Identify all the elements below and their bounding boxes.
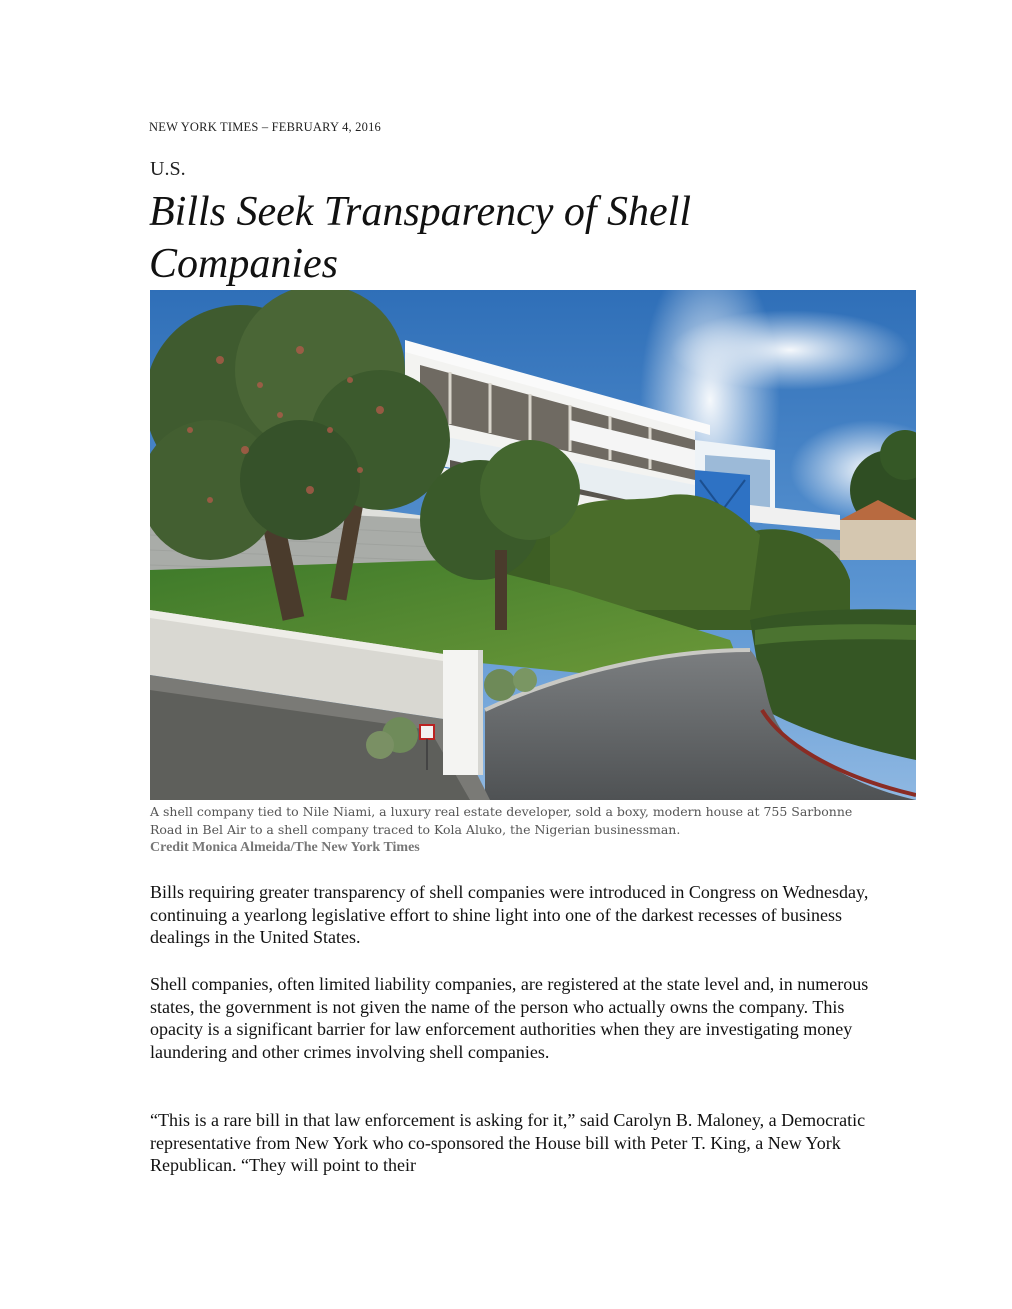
article-headline: Bills Seek Transparency of Shell Companies [149,189,692,287]
article-photo [150,290,916,800]
section-label: U.S. [150,158,186,180]
body-paragraph: Bills requiring greater transparency of shell companies were introduced in Congress on Wednesday, continuing a yearlong legislative effort to shine light into one of the darkest recesses of business dealings in the United States. [150,882,869,947]
body-paragraph: Shell companies, often limited liability companies, are registered at the state level and, in numerous states, the government is not given the name of the person who actually owns the company. This opacity is a significant barrier for law enforcement authorities when they are investigating money laundering and other crimes involving shell companies. [150,974,869,1062]
source-dateline: NEW YORK TIMES – FEBRUARY 4, 2016 [149,120,381,134]
photo-caption: A shell company tied to Nile Niami, a luxury real estate developer, sold a boxy, modern house at 755 Sarbonne Road in Bel Air to a shell company traced to Kola Aluko, the Nigerian businessman. [150,804,853,837]
photo-credit: Credit Monica Almeida/The New York Times [150,840,420,855]
body-paragraph: “This is a rare bill in that law enforcement is asking for it,” said Carolyn B. Maloney, a Democratic representative from New York who co-sponsored the House bill with Peter T. King, a New York Republican. “They will point to their [150,1110,866,1175]
